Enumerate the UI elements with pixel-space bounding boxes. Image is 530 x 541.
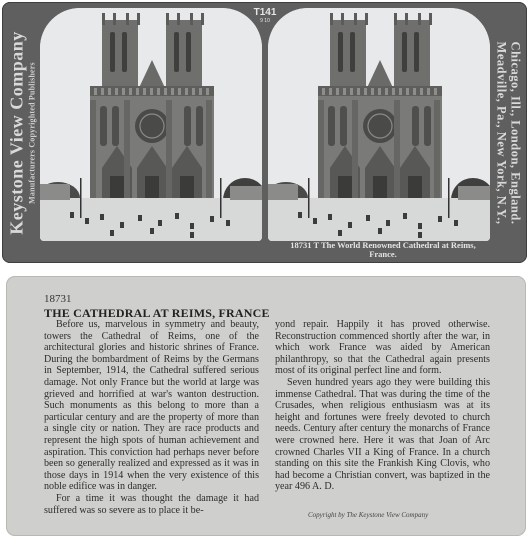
cathedral-illustration [40,8,262,241]
negative-sub-text: 9 10 [260,18,270,24]
right-stereo-photo [268,8,490,241]
stereoview-back [6,276,526,536]
locations-line-1: Meadville, Pa., New York, N.Y., [494,41,509,225]
paragraph: For a time it was thought the damage it had suffered was so severe as to place it be- [44,492,259,516]
photo-caption [272,241,494,259]
text-column-left [44,319,259,516]
locations-label [489,10,523,256]
locations-line-2: Chicago, Ill., London, England. [508,41,523,225]
text-column-right [275,319,490,493]
cathedral-illustration [268,8,490,241]
negative-number [250,8,280,24]
card-number: 18731 [44,293,72,305]
left-stereo-photo [40,8,262,241]
publisher-name: Keystone View Company [6,31,27,235]
stereoview-front [2,2,527,263]
paragraph: Seven hundred years ago they were building this immense Cathedral. That was during the time of the Crusades, when religious enthusiasm was at its height and fortunes were freely devoted to church needs. Century after century the monarchs of France were crowned here. Here it was that Joan of Arc crowned Charles VII a King of France. In a church standing on this site the Frankish King Clovis, who had become a Christian convert, was baptized in the year 496 A. D. [275,376,490,493]
copyright-notice: Copyright by The Keystone View Company [308,511,429,519]
caption-line-1: 18731 T The World Renowned Cathedral at Reims, [290,240,476,250]
publisher-label [6,10,40,256]
caption-line-2: France. [369,249,397,259]
card-title: THE CATHEDRAL AT REIMS, FRANCE [44,306,270,320]
publisher-subtitle: Manufacturers Copyrighted Publishers [27,62,37,204]
negative-number-text: T141 [253,7,277,18]
paragraph: Before us, marvelous in symmetry and beauty, towers the Cathedral of Reims, one of the architectural glories and historic shrines of France. During the bombardment of Reims by the Germans in September, 1914, the Cathedral suffered serious damage. Not only France but the world at large was grieved and horrified at war's wanton destruction. Such monuments as this belong to more than a particular century and are the property of more than a single city or nation. They are race products and represent the high spots of human achievement and aspiration. This conviction had perhaps never before been so generally realized and expressed as it was in those days in 1914 when the very existence of this noble edifice was in danger. [44,319,259,493]
paragraph: yond repair. Happily it has proved otherwise. Reconstruction commenced shortly after the war, in which work France was aided by American philanthropy, so that the Cathedral again presents most of its original perfect line and form. [275,319,490,377]
